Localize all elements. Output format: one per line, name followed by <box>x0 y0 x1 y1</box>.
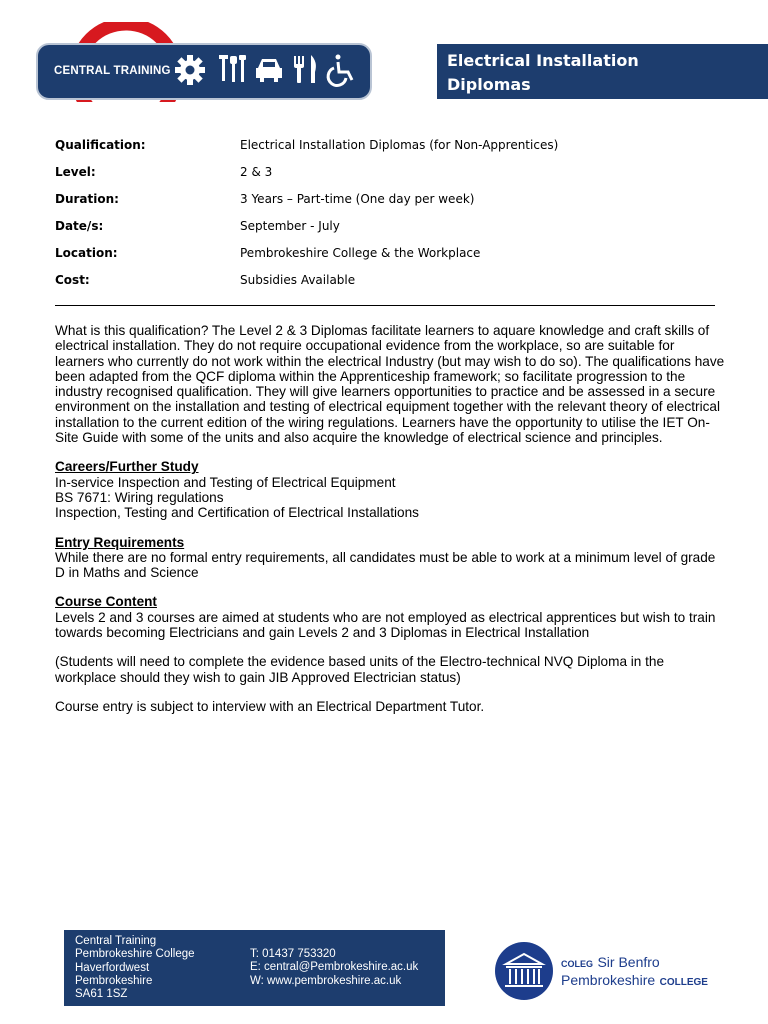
logo-text: CENTRAL TRAINING <box>54 65 171 77</box>
info-label: Cost: <box>55 273 90 287</box>
info-label: Level: <box>55 165 96 179</box>
website-link[interactable]: W: www.pembrokeshire.ac.uk <box>250 974 402 987</box>
address-line: Haverfordwest <box>75 961 150 974</box>
info-label: Location: <box>55 246 118 260</box>
info-row-dates <box>55 219 715 246</box>
info-value: Pembrokeshire College & the Workplace <box>240 246 481 260</box>
divider <box>55 305 715 306</box>
college-name-welsh <box>561 954 660 972</box>
interview-note: Course entry is subject to interview with an Electrical Department Tutor. <box>55 698 485 714</box>
course-content-text: Levels 2 and 3 courses are aimed at students who are not employed as electrical apprentices but wish to train towards becoming Electricians and gain Levels 2 and 3 Diplomas in Electrical Installation <box>55 609 716 641</box>
college-name-english <box>561 972 708 990</box>
info-value: 2 & 3 <box>240 165 273 179</box>
pembrokeshire-college-logo <box>494 940 734 1002</box>
info-value: September - July <box>240 219 340 233</box>
address-block <box>75 935 195 1001</box>
address-line: Central Training <box>75 935 157 947</box>
contact-footer <box>64 930 445 1006</box>
coleg-word: COLEG <box>561 959 594 969</box>
phone-number: T: 01437 753320 <box>250 948 336 960</box>
title-line-1: Electrical Installation <box>447 51 639 70</box>
entry-requirements-heading: Entry Requirements <box>55 534 185 550</box>
info-row-cost <box>55 273 715 300</box>
page-title <box>437 44 768 99</box>
sir-benfro-word: Sir Benfro <box>597 954 660 970</box>
info-row-duration <box>55 192 715 219</box>
entry-requirements-text: While there are no formal entry requirements, all candidates must be able to work at a minimum level of grade D in Maths and Science <box>55 549 716 581</box>
info-row-location <box>55 246 715 273</box>
title-line-2: Diplomas <box>447 75 531 94</box>
careers-item: Inspection, Testing and Certification of Electrical Installations <box>55 505 419 521</box>
careers-heading: Careers/Further Study <box>55 459 199 475</box>
email-address[interactable]: E: central@Pembrokeshire.ac.uk <box>250 961 419 974</box>
course-note: (Students will need to complete the evidence based units of the Electro-technical NVQ Diploma in the workplace should they wish to gain JIB Approved Electrician status) <box>55 654 665 685</box>
info-value: Subsidies Available <box>240 273 356 287</box>
info-row-qualification <box>55 138 715 165</box>
info-value: 3 Years – Part-time (One day per week) <box>240 192 475 206</box>
pembrokeshire-word: Pembrokeshire <box>561 972 656 988</box>
address-line: Pembrokeshire College <box>75 948 195 961</box>
info-label: Duration: <box>55 192 119 206</box>
course-description <box>55 323 725 714</box>
course-content-heading: Course Content <box>55 594 157 610</box>
address-line: Pembrokeshire <box>75 974 153 987</box>
tools-icon <box>219 55 246 82</box>
info-label: Date/s: <box>55 219 104 233</box>
address-line: SA61 1SZ <box>75 988 128 1001</box>
info-value: Electrical Installation Diplomas (for Non-Apprentices) <box>240 138 559 152</box>
contact-block <box>250 948 418 988</box>
central-training-logo <box>36 22 372 102</box>
careers-item: BS 7671: Wiring regulations <box>55 489 224 505</box>
qualification-details <box>55 138 715 300</box>
info-row-level <box>55 165 715 192</box>
intro-paragraph: What is this qualification? The Level 2 & 3 Diplomas facilitate learners to aquare knowledge and craft skills of electrical installation. They do not require occupational evidence from the workplace, so are suitable for learners who currently do not work within the electrical Industry (but may wish to do so). The qualifications have been adapted from the QCF diploma within the Apprenticeship framework; so facilitate progression to the industry recognised qualification. They will give learners opportunities to practice and be assessed in a secure environment on the installation and testing of electrical equipment together with the relevant theory of electrical installation to the current edition of the wiring regulations. Learners have the opportunity to utilise the IET On-Site Guide with some of the units and also acquire the knowledge of electrical science and principles. <box>55 323 725 446</box>
careers-item: In-service Inspection and Testing of Electrical Equipment <box>55 474 396 490</box>
college-word: COLLEGE <box>659 977 708 988</box>
info-label: Qualification: <box>55 138 146 152</box>
